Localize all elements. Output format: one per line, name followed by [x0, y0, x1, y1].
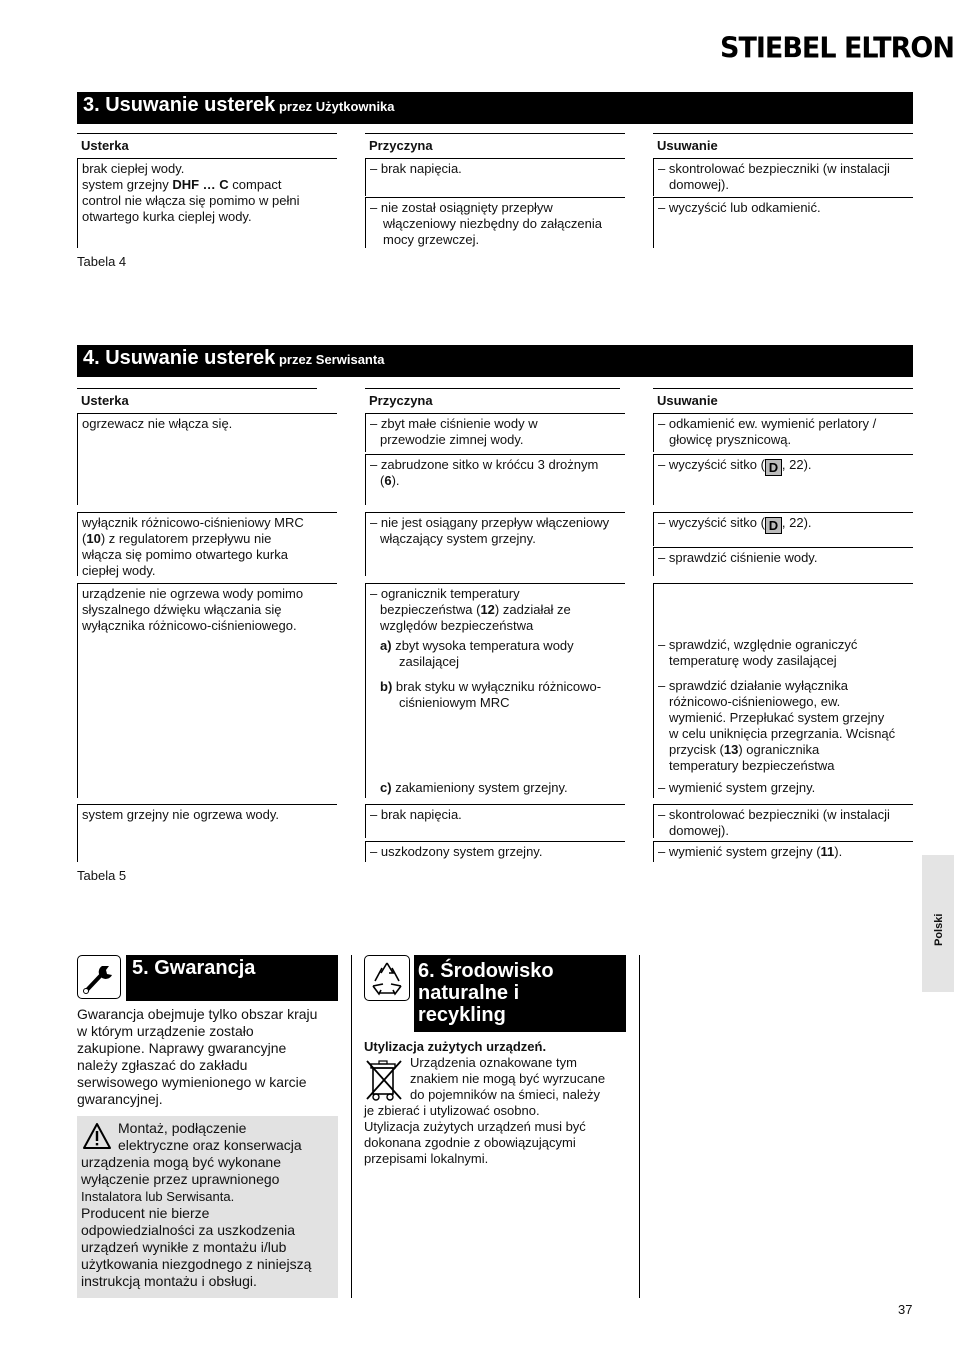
table5-caption: Tabela 5: [77, 868, 127, 883]
t5-r4-cause-a: – brak napięcia.: [365, 804, 625, 838]
t5-r1-fix-b: – wyczyścić sitko ( D , 22).: [653, 454, 913, 505]
t5-header-usuwanie: Usuwanie: [653, 388, 913, 410]
t4-fix-2: – wyczyścić lub odkamienić.: [653, 197, 913, 248]
page-number: 37: [898, 1302, 913, 1317]
t5-r1-cause-b: – zabrudzone sitko w króćcu 3 drożnym (6).: [365, 454, 625, 505]
t4-header-usuwanie: Usuwanie: [653, 133, 913, 155]
section4-header: [77, 345, 913, 377]
t4-cause-1: – brak napięcia.: [365, 158, 625, 196]
section6-title: 6. Środowisko naturalne i recykling: [414, 955, 626, 1032]
crossed-bin-icon: [364, 1058, 404, 1102]
column-divider: [351, 955, 352, 1298]
t4-header-przyczyna: Przyczyna: [365, 133, 625, 155]
warning-icon: [82, 1122, 112, 1150]
wrench-icon: [77, 955, 121, 999]
t5-r4-fix-b: – wymienić system grzejny (11).: [653, 841, 913, 862]
t4-cause-2: – nie został osiągnięty przepływ włączeniowy niezbędny do załączenia mocy grzewczej.: [365, 197, 625, 248]
section5-title: 5. Gwarancja: [126, 955, 338, 1001]
section3-title: 3. Usuwanie usterek: [83, 94, 276, 116]
t5-r3-fix: – sprawdzić, względnie ograniczyć temperaturę wody zasilającej – sprawdzić działanie wyłącznika różnicowo-ciśnieniowego, ew. wymienić. Przepłukać system grzejny w celu uniknięcia przegrzania. Wcisnąć przycisk (13) ogranicznika temperatury bezpieczeństwa – wymienić system grzejny.: [653, 583, 913, 798]
section6-body: je zbierać i utylizować osobno. Utylizacja zużytych urządzeń musi być dokonana zgodnie z obowiązującymi przepisami lokalnymi.: [364, 1103, 586, 1166]
brand-logo: STIEBEL ELTRON: [720, 32, 954, 65]
table4-caption: Tabela 4: [77, 254, 127, 269]
d-section-icon: D: [765, 517, 782, 534]
t5-r2-fix-a: – wyczyścić sitko ( D , 22).: [653, 512, 913, 546]
t5-r4-fault: system grzejny nie ogrzewa wody.: [77, 804, 337, 862]
t5-r4-cause-b: – uszkodzony system grzejny.: [365, 841, 625, 862]
section6-body-indented: Urządzenia oznakowane tym znakiem nie mogą być wyrzucane do pojemników na śmieci, należy: [410, 1055, 606, 1102]
language-tab-label: Polski: [933, 913, 945, 946]
t5-header-przyczyna: Przyczyna: [365, 388, 620, 410]
column-divider: [639, 955, 640, 1298]
t5-r1-cause-a: – zbyt małe ciśnienie wody w przewodzie zimnej wody.: [365, 413, 625, 452]
section3-header: [77, 92, 913, 124]
section5-body: Gwarancja obejmuje tylko obszar kraju w którym urządzenie zostało zakupione. Naprawy gwarancyjne należy zgłaszać do zakładu serwisowego wymienionego w karcie gwarancyjnej.: [77, 1006, 318, 1107]
t5-r3-cause: – ogranicznik temperatury bezpieczeństwa (12) zadziałał ze względów bezpieczeństwa a) zbyt wysoka temperatura wody zasilającej b) brak styku w wyłączniku różnicowo- ciśnieniowym MRC c) zakamieniony system grzejny.: [365, 583, 625, 798]
t5-r4-fix-a: – skontrolować bezpieczniki (w instalacji domowej).: [653, 804, 913, 838]
t4-fault-cell: brak ciepłej wody. system grzejny DHF … C compact control nie włącza się pomimo w pełni otwartego kurka cieplej wody.: [77, 158, 337, 248]
recycle-icon: [364, 955, 410, 1001]
section4-subtitle: przez Serwisanta: [278, 352, 385, 367]
t5-r1-fault: ogrzewacz nie włącza się.: [77, 413, 337, 505]
section3-subtitle: przez Użytkownika: [278, 99, 395, 114]
language-tab: [922, 855, 954, 992]
t5-r3-fault: urządzenie nie ogrzewa wody pomimo słyszalnego dźwięku włączania się wyłącznika różnicowo-ciśnieniowego.: [77, 583, 337, 798]
t5-r2-cause: – nie jest osiągany przepływ włączeniowy włączający system grzejny.: [365, 512, 625, 576]
section6-subheading: Utylizacja zużytych urządzeń.: [364, 1039, 547, 1054]
d-section-icon: D: [765, 459, 782, 476]
t5-r2-fault: wyłącznik różnicowo-ciśnieniowy MRC (10) z regulatorem przepływu nie włącza się pomimo otwartego kurka ciepłej wody.: [77, 512, 337, 576]
warning-box: Montaż, podłączenie elektryczne oraz konserwacja urządzenia mogą być wykonane wyłączenie przez uprawnionego Instalatora lub Serwisanta. Producent nie bierze odpowiedzialności za uszkodzenia urządzeń wynikłe z montażu i/lub użytkowania niezgodnego z niniejszą instrukcją montażu i obsługi.: [77, 1116, 338, 1298]
section4-title: 4. Usuwanie usterek: [83, 347, 276, 369]
t4-header-usterka: Usterka: [77, 133, 337, 155]
t5-r1-fix-a: – odkamienić ew. wymienić perlatory / głowicę prysznicową.: [653, 413, 913, 452]
t5-header-usterka: Usterka: [77, 388, 317, 410]
t4-fix-1: – skontrolować bezpieczniki (w instalacji domowej).: [653, 158, 913, 196]
t5-r2-fix-b: – sprawdzić ciśnienie wody.: [653, 547, 913, 576]
